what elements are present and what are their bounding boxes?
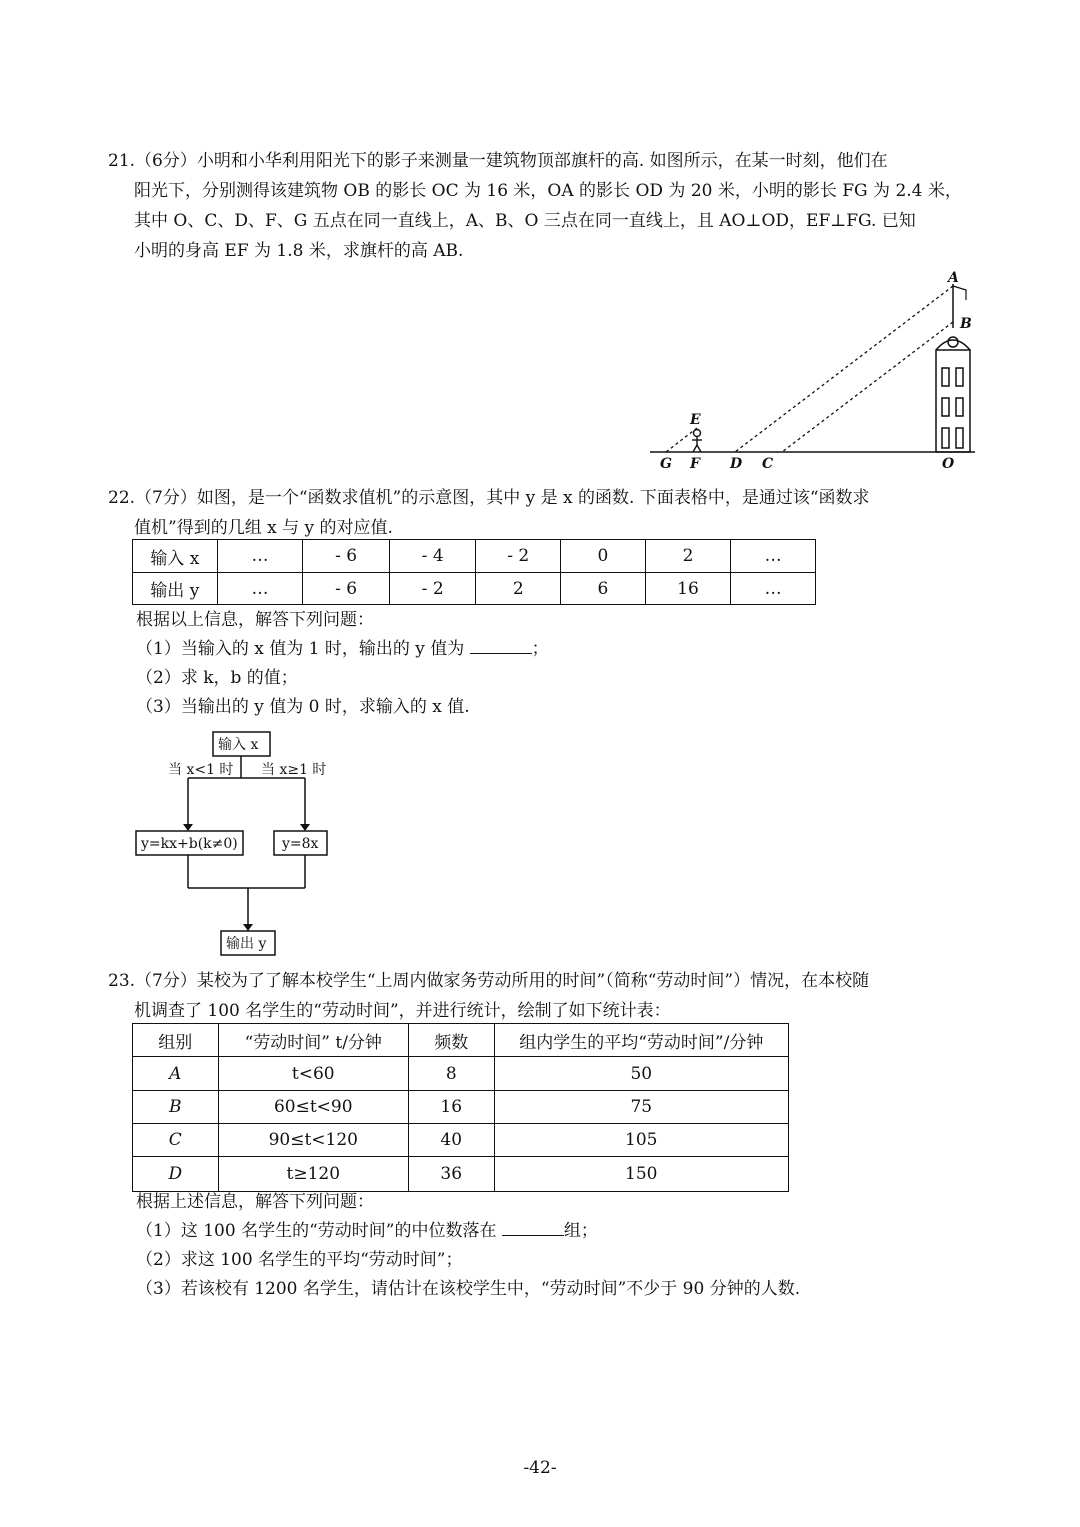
flag	[953, 286, 966, 300]
q22-sub2: （2）求 k，b 的值；	[136, 668, 298, 688]
table-cell: …	[731, 540, 816, 573]
flow-box-right-label: y=8x	[282, 836, 319, 852]
answer-blank[interactable]	[502, 1218, 564, 1236]
point-label-O: O	[942, 456, 955, 472]
q22-line: 22.（7分）如图，是一个“函数求值机”的示意图，其中 y 是 x 的函数. 下面表格中，是通过该“函数求	[108, 488, 870, 508]
table-header-cell: 组别	[133, 1024, 219, 1057]
person-figure	[692, 430, 702, 453]
q21-line: 阳光下，分别测得该建筑物 OB 的影长 OC 为 16 米，OA 的影长 OD 为 20 米，小明的影长 FG 为 2.4 米，	[134, 181, 962, 201]
table-header-cell: 频数	[408, 1024, 494, 1057]
flow-box-left-label: y=kx+b(k≠0)	[141, 836, 238, 852]
table-cell: - 6	[303, 573, 390, 605]
table-cell: t<60	[218, 1057, 408, 1091]
table-row	[133, 1057, 789, 1091]
table-cell: 输出 y	[133, 573, 218, 605]
q22-line: 值机”得到的几组 x 与 y 的对应值.	[134, 518, 393, 538]
q22-subquestions	[136, 606, 549, 722]
question-21	[108, 146, 978, 266]
table-cell: 2	[476, 573, 561, 605]
function-machine-flowchart	[130, 728, 350, 963]
ray-B-C	[782, 322, 953, 452]
table-cell: - 2	[389, 573, 476, 605]
labor-time-table	[132, 1023, 789, 1192]
table-cell: 36	[408, 1157, 494, 1192]
question-23	[108, 966, 978, 1026]
flow-cond-left: 当 x<1 时	[168, 762, 234, 778]
q22-intro: 根据以上信息，解答下列问题：	[136, 610, 374, 630]
q23-line: 23.（7分）某校为了了解本校学生“上周内做家务劳动所用的时间”（简称“劳动时间”）情况，在本校随	[108, 971, 870, 991]
flow-input-label: 输入 x	[218, 737, 259, 753]
table-cell: 6	[561, 573, 646, 605]
table-cell: 50	[494, 1057, 788, 1091]
table-cell: D	[133, 1157, 219, 1192]
table-cell: …	[731, 573, 816, 605]
q22-sub1-end: ；	[531, 639, 549, 659]
table-cell: 105	[494, 1124, 788, 1157]
table-cell: …	[217, 573, 303, 605]
q23-subquestions	[136, 1188, 800, 1304]
q23-sub1-end: 组；	[563, 1221, 598, 1241]
q21-line: 21.（6分）小明和小华利用阳光下的影子来测量一建筑物顶部旗杆的高. 如图所示，在某一时刻，他们在	[108, 151, 888, 171]
function-value-table	[132, 539, 816, 605]
table-header-row	[133, 1024, 789, 1057]
point-label-G: G	[660, 456, 672, 472]
table-cell: 90≤t<120	[218, 1124, 408, 1157]
q21-line: 小明的身高 EF 为 1.8 米，求旗杆的高 AB.	[134, 241, 464, 261]
table-cell: C	[133, 1124, 219, 1157]
point-label-D: D	[730, 456, 743, 472]
q22-sub1-text: （1）当输入的 x 值为 1 时，输出的 y 值为	[136, 639, 465, 659]
page-number: -42-	[523, 1458, 557, 1478]
table-cell: 2	[645, 540, 731, 573]
table-cell: 输入 x	[133, 540, 218, 573]
table-header-cell: 组内学生的平均“劳动时间”/分钟	[494, 1024, 788, 1057]
q23-intro: 根据上述信息，解答下列问题：	[136, 1192, 374, 1212]
building	[936, 337, 970, 452]
table-row	[133, 573, 816, 605]
q23-sub2: （2）求这 100 名学生的平均“劳动时间”；	[136, 1250, 463, 1270]
point-label-C: C	[762, 456, 774, 472]
point-label-E: E	[690, 412, 701, 428]
table-cell: - 4	[389, 540, 476, 573]
table-cell: 40	[408, 1124, 494, 1157]
q23-line: 机调查了 100 名学生的“劳动时间”，并进行统计，绘制了如下统计表：	[134, 1001, 671, 1021]
table-cell: A	[133, 1057, 219, 1091]
table-cell: 75	[494, 1091, 788, 1124]
shadow-figure	[640, 270, 980, 475]
q21-line: 其中 O、C、D、F、G 五点在同一直线上，A、B、O 三点在同一直线上，且 AO⊥OD，EF⊥FG. 已知	[134, 211, 916, 231]
q23-sub3: （3）若该校有 1200 名学生，请估计在该校学生中，“劳动时间”不少于 90 分钟的人数.	[136, 1279, 801, 1299]
table-row	[133, 1091, 789, 1124]
table-cell: 16	[408, 1091, 494, 1124]
flow-output-label: 输出 y	[226, 936, 267, 952]
table-cell: - 6	[303, 540, 390, 573]
q22-sub1	[136, 635, 549, 664]
table-cell: 150	[494, 1157, 788, 1192]
table-cell: 16	[645, 573, 731, 605]
q23-sub1-text: （1）这 100 名学生的“劳动时间”的中位数落在	[136, 1221, 497, 1241]
answer-blank[interactable]	[470, 636, 532, 654]
q22-sub3: （3）当输出的 y 值为 0 时，求输入的 x 值.	[136, 697, 470, 717]
table-cell: …	[217, 540, 303, 573]
table-cell: - 2	[476, 540, 561, 573]
question-22	[108, 483, 978, 543]
q23-sub1	[136, 1217, 800, 1246]
table-header-cell: “劳动时间” t/分钟	[218, 1024, 408, 1057]
flow-cond-right: 当 x≥1 时	[261, 762, 327, 778]
table-cell: B	[133, 1091, 219, 1124]
table-cell: 0	[561, 540, 646, 573]
point-label-B: B	[960, 316, 972, 332]
table-cell: 8	[408, 1057, 494, 1091]
point-label-F: F	[690, 456, 700, 472]
table-cell: t≥120	[218, 1157, 408, 1192]
ray-A-D	[735, 286, 953, 452]
table-row	[133, 540, 816, 573]
table-row	[133, 1124, 789, 1157]
table-cell: 60≤t<90	[218, 1091, 408, 1124]
point-label-A: A	[948, 270, 959, 286]
table-row	[133, 1157, 789, 1192]
